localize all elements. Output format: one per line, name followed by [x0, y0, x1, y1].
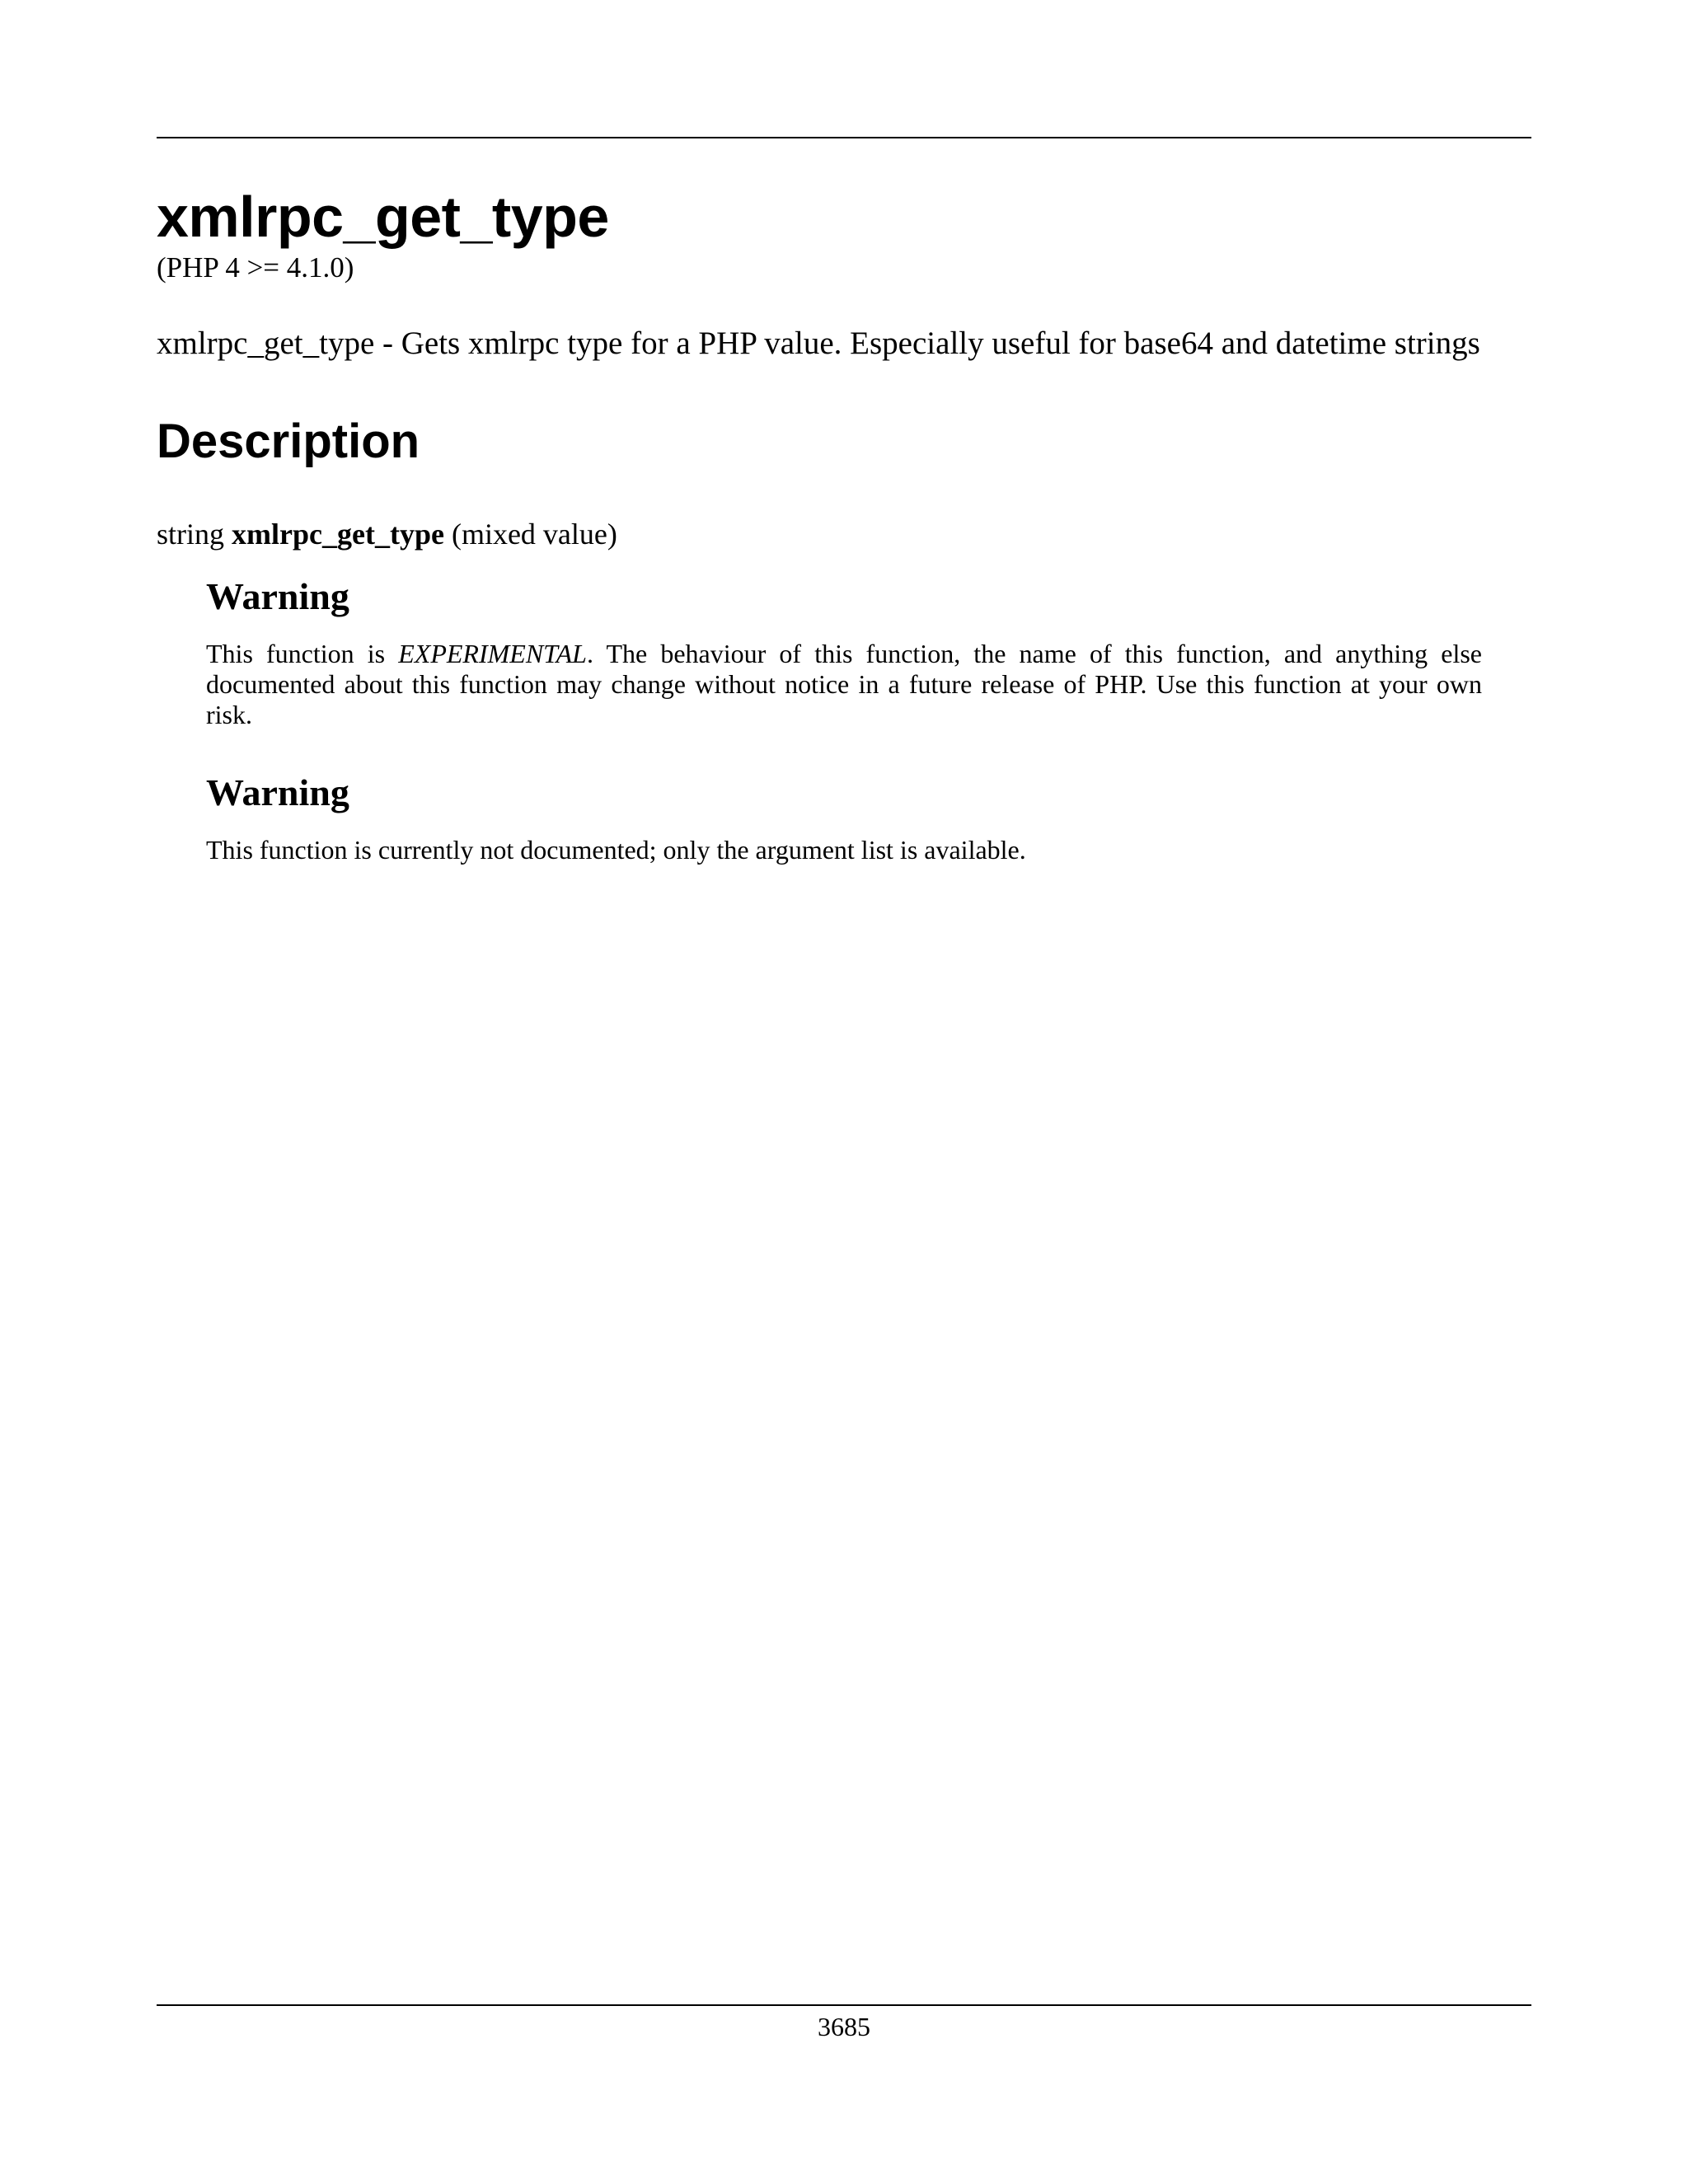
warning-body: This function is currently not documented; only the argument list is available.: [206, 835, 1026, 865]
function-purpose: xmlrpc_get_type - Gets xmlrpc type for a PHP value. Especially useful for base64 and datetime strings: [157, 326, 1480, 361]
footer-rule: [157, 2004, 1531, 2006]
description-heading: Description: [157, 414, 420, 468]
synopsis-function-name: xmlrpc_get_type: [232, 517, 444, 551]
return-type: string: [157, 517, 225, 551]
warning-experimental: [206, 574, 1482, 730]
page-number: 3685: [818, 2012, 870, 2041]
warning-title: Warning: [206, 771, 349, 814]
version-info: (PHP 4 >= 4.1.0): [157, 251, 354, 284]
synopsis-params: (mixed value): [451, 517, 617, 551]
function-synopsis: [157, 517, 1531, 552]
header-rule: [157, 137, 1531, 138]
warning-undocumented: [206, 770, 1482, 865]
warning-emphasis: EXPERIMENTAL: [398, 639, 587, 669]
warning-body: [206, 639, 1482, 730]
warning-text-end: . The behaviour of this function, the name of this function, and anything else documented about this function may change without notice in a future release of PHP. Use this function at your own risk.: [206, 639, 1483, 730]
page-content: [157, 185, 1531, 865]
function-title: xmlrpc_get_type: [157, 185, 609, 249]
warning-text-start: This function is: [206, 639, 399, 669]
warning-title: Warning: [206, 574, 349, 617]
